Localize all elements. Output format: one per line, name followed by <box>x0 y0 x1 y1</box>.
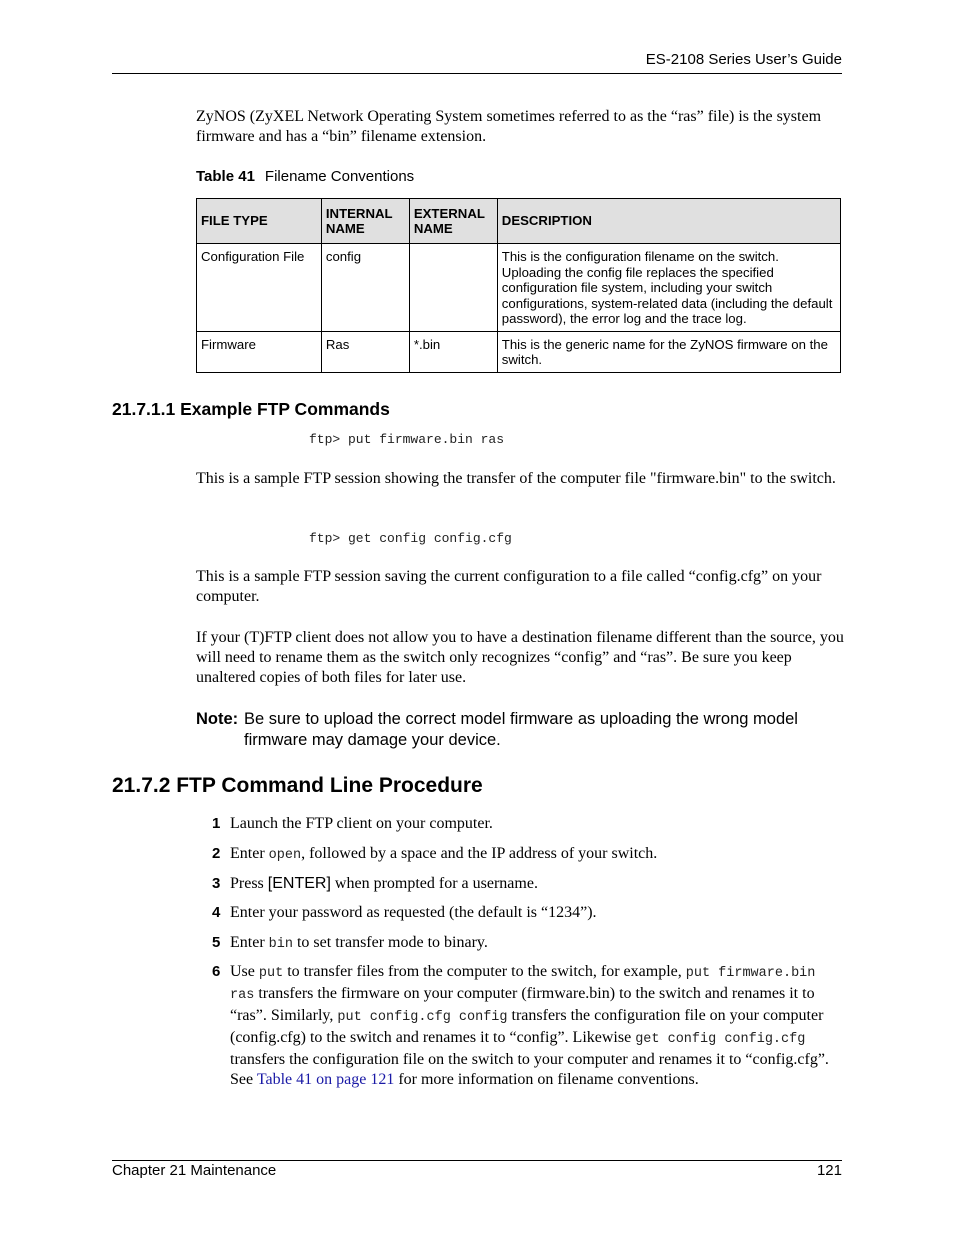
inline-code: put <box>258 966 284 981</box>
step-text: Enter your password as requested (the default is “1234”). <box>230 904 597 921</box>
code-put-firmware: ftp> put firmware.bin ras <box>309 432 505 447</box>
filename-conventions-table <box>196 198 841 373</box>
header-file-type: FILE TYPE <box>197 199 322 244</box>
step-text: Use put to transfer files from the computer to the switch, for example, put firmware.bin ras transfers the firmware on your computer (firmware.bin) to the switch and renames it to “ras”. Similarly, put config.cfg config transfers the configuration file on your computer (config.cfg) to the switch and renames it to “config”. Likewise get config config.cfg transfers the configuration file on the switch to your computer and renames it to “config.cfg”. See Table 41 on page 121 for more information on filename conventions. <box>230 963 829 1088</box>
cell-internal-name: Ras <box>321 331 409 372</box>
table-header-row <box>197 199 841 244</box>
ftp-procedure-heading: 21.7.2 FTP Command Line Procedure <box>112 774 483 797</box>
note-box <box>196 709 836 751</box>
cell-file-type: Firmware <box>197 331 322 372</box>
example-paragraph-2: This is a sample FTP session saving the current configuration to a file called “config.cfg” on your computer. <box>196 568 822 605</box>
header-rule <box>112 73 842 74</box>
table-caption-label: Table 41 <box>196 168 255 185</box>
inline-code: put firmware.bin ras <box>230 966 816 1003</box>
step-number: 6 <box>212 963 221 980</box>
step-text: Press [ENTER] when prompted for a username. <box>230 875 538 892</box>
footer-rule <box>112 1160 842 1161</box>
code-get-config: ftp> get config config.cfg <box>309 531 512 546</box>
cell-external-name: *.bin <box>409 331 497 372</box>
step-number: 4 <box>212 904 221 921</box>
cell-internal-name: config <box>321 244 409 332</box>
header-internal-name: INTERNAL NAME <box>321 199 409 244</box>
intro-paragraph: ZyNOS (ZyXEL Network Operating System sometimes referred to as the “ras” file) is the system firmware and has a “bin” filename extension. <box>196 108 822 145</box>
inline-code: open <box>268 848 302 863</box>
note-text: Be sure to upload the correct model firmware as uploading the wrong model firmware may damage your device. <box>244 710 798 749</box>
footer-chapter: Chapter 21 Maintenance <box>112 1162 277 1179</box>
example-ftp-heading: 21.7.1.1 Example FTP Commands <box>112 399 390 419</box>
cell-description: This is the generic name for the ZyNOS firmware on the switch. <box>497 331 840 372</box>
cell-description: This is the configuration filename on the switch. Uploading the config file replaces the specified configuration file system, including your switch configurations, system-related data (including the default password), the error log and the trace log. <box>497 244 840 332</box>
step-text: Enter bin to set transfer mode to binary. <box>230 934 488 952</box>
table-caption <box>196 168 414 185</box>
table-41-link[interactable]: Table 41 on page 121 <box>256 1071 395 1088</box>
header-description: DESCRIPTION <box>497 199 840 244</box>
table-row <box>197 244 841 332</box>
cell-external-name <box>409 244 497 332</box>
header-external-name: EXTERNAL NAME <box>409 199 497 244</box>
step-number: 3 <box>212 875 221 892</box>
step-number: 1 <box>212 815 221 832</box>
example-paragraph-1: This is a sample FTP session showing the transfer of the computer file "firmware.bin" to the switch. <box>196 470 836 487</box>
table-caption-title: Filename Conventions <box>264 168 415 185</box>
inline-code: bin <box>268 937 293 952</box>
footer-page-number: 121 <box>816 1162 842 1179</box>
step-number: 2 <box>212 845 221 862</box>
table-row <box>197 331 841 372</box>
cell-file-type: Configuration File <box>197 244 322 332</box>
enter-key-label: [ENTER] <box>267 875 331 892</box>
step-text: Enter open, followed by a space and the IP address of your switch. <box>230 845 658 863</box>
example-paragraph-3: If your (T)FTP client does not allow you to have a destination filename different than the source, you will need to rename them as the switch only recognizes “config” and “ras”. Be sure you keep unaltered copies of both files for later use. <box>196 629 844 686</box>
step-number: 5 <box>212 934 221 951</box>
step-text: Launch the FTP client on your computer. <box>230 815 493 832</box>
inline-code: get config config.cfg <box>635 1032 806 1047</box>
note-label: Note: <box>196 710 239 728</box>
inline-code: put config.cfg config <box>337 1010 508 1025</box>
header-title: ES-2108 Series User’s Guide <box>645 51 842 68</box>
